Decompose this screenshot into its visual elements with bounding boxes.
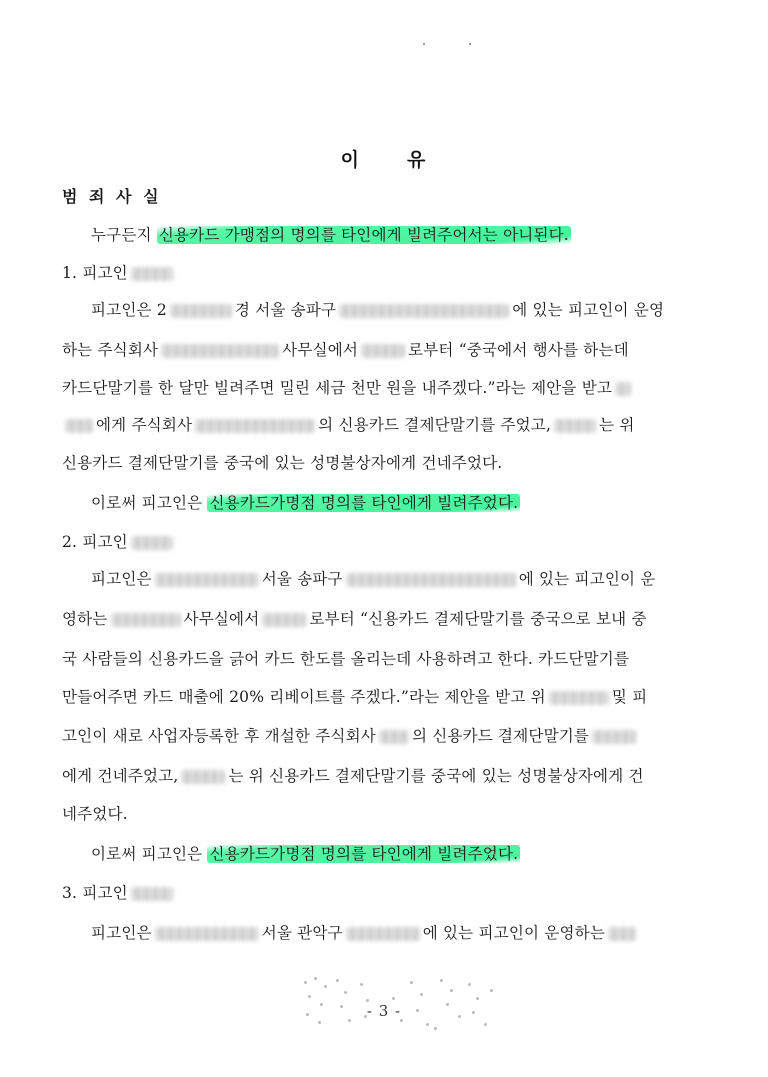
section-heading: 범 죄 사 실 (62, 187, 162, 206)
redacted-address (346, 573, 516, 587)
part3-label: 3. 피고인 (62, 882, 176, 904)
redacted-name (592, 730, 636, 744)
redacted-company (379, 730, 409, 744)
intro-line: 누구든지 신용카드 가맹점의 명의를 타인에게 빌려주어서는 아니된다. (91, 226, 569, 244)
part1-line-2: 하는 주식회사 사무실에서 로부터 “중국에서 행사를 하는데 (62, 341, 629, 359)
redacted-name (554, 419, 596, 433)
redacted-name (549, 691, 609, 705)
part1-label: 1. 피고인 (62, 262, 176, 284)
part1-line-4: 에게 주식회사 의 신용카드 결제단말기를 주었고, 는 위 (62, 414, 635, 436)
redacted-date (155, 927, 259, 941)
part3-line-1: 피고인은 서울 관악구 에 있는 피고인이 운영하는 (91, 922, 639, 944)
redacted-address (346, 927, 420, 941)
redacted-name (615, 382, 631, 396)
redacted-name (131, 267, 173, 281)
redacted-company (608, 927, 636, 941)
redacted-name (65, 419, 93, 433)
redacted-name (131, 887, 173, 901)
part2-line-1: 피고인은 서울 송파구 에 있는 피고인이 운 (91, 570, 656, 588)
part1-line-5: 신용카드 결제단말기를 중국에 있는 성명불상자에게 건네주었다. (62, 454, 503, 472)
page-number: - 3 - (366, 1002, 402, 1020)
part2-line-5: 고인이 새로 사업자등록한 후 개설한 주식회사 의 신용카드 결제단말기를 (62, 725, 639, 747)
part1-conclusion: 이로써 피고인은 신용카드가명점 명의를 타인에게 빌려주었다. (91, 494, 519, 512)
highlight: 신용카드가명점 명의를 타인에게 빌려주었다. (209, 845, 519, 863)
part2-conclusion: 이로써 피고인은 신용카드가명점 명의를 타인에게 빌려주었다. (91, 845, 519, 863)
redacted-company (195, 419, 315, 433)
redacted-name (181, 770, 225, 784)
redacted-name (361, 344, 405, 358)
part1-line-1: 피고인은 2 경 서울 송파구 에 있는 피고인이 운영 (91, 301, 665, 319)
redacted-name (262, 613, 306, 627)
redacted-address (339, 304, 509, 318)
part2-line-4: 만들어주면 카드 매출에 20% 리베이트를 주겠다.”라는 제안을 받고 위 및 피 (62, 688, 648, 706)
redacted-date (155, 573, 259, 587)
redacted-name (131, 536, 173, 550)
part2-line-3: 국 사람들의 신용카드을 긁어 카드 한도를 올리는데 사용하려고 한다. 카드단말기를 (62, 650, 630, 668)
highlight: 신용카드 가맹점의 명의를 타인에게 빌려주어서는 아니된다. (158, 226, 569, 244)
highlight: 신용카드가명점 명의를 타인에게 빌려주었다. (209, 494, 519, 512)
part2-label: 2. 피고인 (62, 531, 176, 553)
redacted-date (170, 304, 232, 318)
part2-line-2: 영하는 사무실에서 로부터 “신용카드 결제단말기를 중국으로 보내 중 (62, 610, 647, 628)
part2-line-7: 네주었다. (62, 805, 128, 823)
part2-line-6: 에게 건네주었고, 는 위 신용카드 결제단말기를 중국에 있는 성명불상자에게 건 (62, 767, 644, 785)
redacted-company (161, 344, 279, 358)
scan-mark (423, 43, 425, 45)
redacted-company (111, 613, 181, 627)
scan-mark (469, 43, 471, 45)
document-title: 이 유 (340, 149, 428, 171)
part1-line-3: 카드단말기를 한 달만 빌려주면 밀린 세금 천만 원을 내주겠다.”라는 제안을 받고 (62, 377, 634, 399)
